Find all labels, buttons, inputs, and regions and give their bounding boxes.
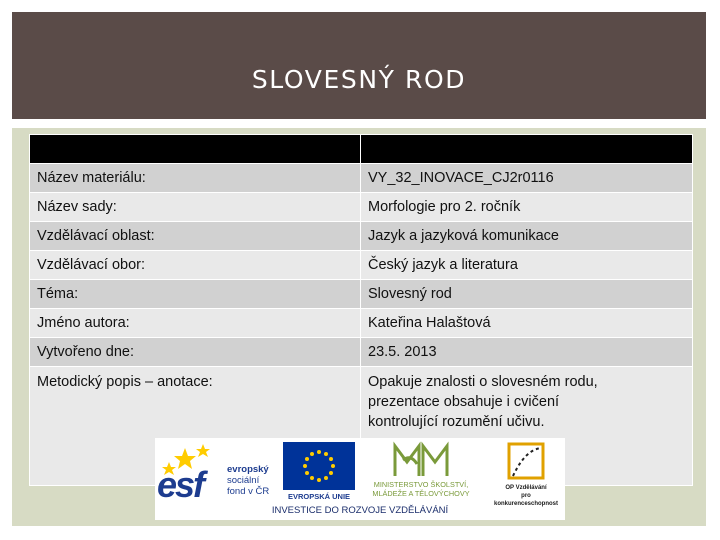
table-row bbox=[30, 338, 693, 367]
op-emblem-icon bbox=[489, 440, 563, 484]
row-label: Název sady: bbox=[30, 193, 361, 222]
esf-line: sociální bbox=[227, 475, 260, 486]
annotation-line: kontrolující rozumění učivu. bbox=[368, 414, 545, 430]
msmt-line: MLÁDEŽE A TĚLOVÝCHOVY bbox=[372, 489, 470, 498]
esf-text-block bbox=[227, 464, 269, 497]
table-row bbox=[30, 222, 693, 251]
msmt-text-block bbox=[359, 480, 483, 498]
row-label: Téma: bbox=[30, 280, 361, 309]
row-value: VY_32_INOVACE_CJ2r0116 bbox=[361, 164, 693, 193]
row-value: 23.5. 2013 bbox=[361, 338, 693, 367]
table-row bbox=[30, 280, 693, 309]
msmt-logo bbox=[359, 440, 483, 504]
row-label: Metodický popis – anotace: bbox=[30, 367, 361, 486]
eu-label: EVROPSKÁ UNIE bbox=[287, 492, 351, 501]
annotation-line: Opakuje znalosti o slovesném rodu, bbox=[368, 374, 598, 390]
row-label: Jméno autora: bbox=[30, 309, 361, 338]
op-line: pro konkurenceschopnost bbox=[493, 493, 558, 507]
eu-flag-icon bbox=[283, 442, 355, 490]
table-header-row bbox=[30, 135, 693, 164]
esf-logo bbox=[157, 442, 279, 504]
table-row bbox=[30, 251, 693, 280]
slide-title: SLOVESNÝ ROD bbox=[251, 65, 467, 94]
esf-line: evropský bbox=[227, 464, 269, 475]
row-label: Vytvořeno dne: bbox=[30, 338, 361, 367]
row-value: Kateřina Halaštová bbox=[361, 309, 693, 338]
annotation-line: prezentace obsahuje i cvičení bbox=[368, 394, 560, 410]
row-label: Vzdělávací obor: bbox=[30, 251, 361, 280]
row-value: Jazyk a jazyková komunikace bbox=[361, 222, 693, 251]
row-value: Slovesný rod bbox=[361, 280, 693, 309]
op-line: OP Vzdělávání bbox=[505, 485, 547, 491]
title-bar bbox=[12, 12, 706, 119]
esf-line: fond v ČR bbox=[227, 486, 270, 497]
table-row bbox=[30, 309, 693, 338]
op-logo bbox=[489, 440, 563, 507]
logo-strip bbox=[155, 438, 565, 520]
table-header-cell bbox=[361, 135, 693, 164]
eu-logo bbox=[283, 442, 355, 504]
table-header-cell bbox=[30, 135, 361, 164]
row-value: Český jazyk a literatura bbox=[361, 251, 693, 280]
msmt-monogram-icon bbox=[359, 440, 483, 480]
msmt-line: MINISTERSTVO ŠKOLSTVÍ, bbox=[373, 480, 469, 489]
esf-wordmark: esf bbox=[157, 464, 204, 505]
row-value: Morfologie pro 2. ročník bbox=[361, 193, 693, 222]
row-label: Vzdělávací oblast: bbox=[30, 222, 361, 251]
table-row bbox=[30, 193, 693, 222]
logo-caption: INVESTICE DO ROZVOJE VZDĚLÁVÁNÍ bbox=[271, 505, 449, 516]
table-row bbox=[30, 164, 693, 193]
row-label: Název materiálu: bbox=[30, 164, 361, 193]
metadata-table bbox=[29, 134, 693, 486]
